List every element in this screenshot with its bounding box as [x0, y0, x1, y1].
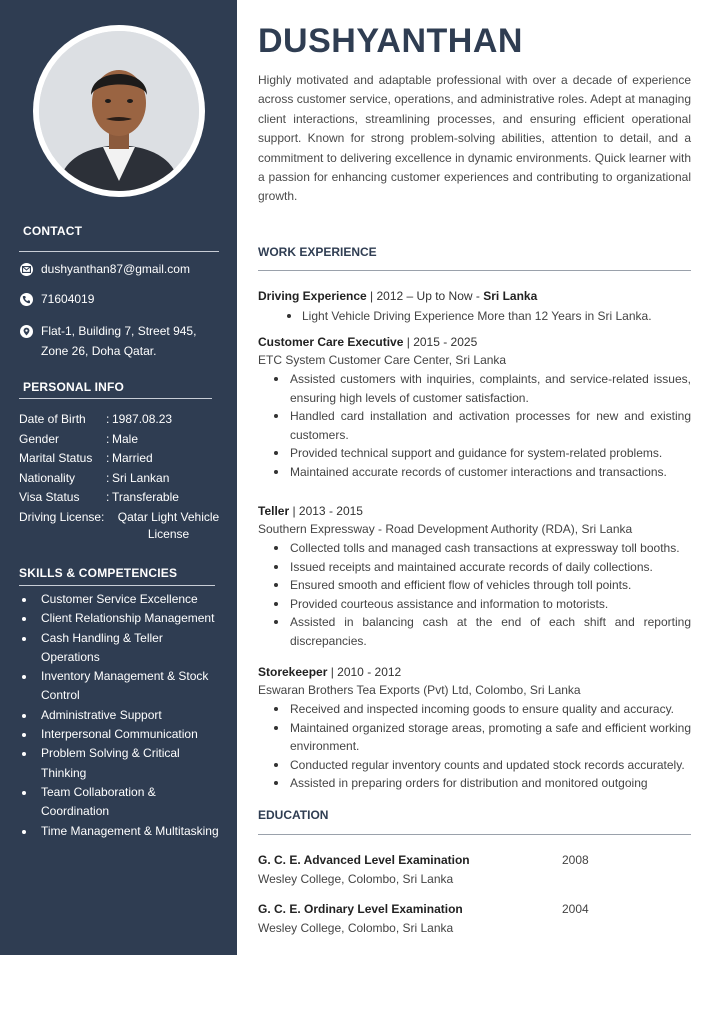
job-customer-care: [258, 333, 691, 481]
skill-item: Customer Service Excellence: [20, 590, 220, 609]
candidate-name: DUSHYANTHAN: [258, 22, 523, 60]
contact-divider: [19, 251, 219, 252]
info-label: Driving License:: [19, 509, 105, 524]
education-item: [258, 900, 691, 938]
job-organization: Southern Expressway - Road Development Authority (RDA), Sri Lanka: [258, 522, 633, 536]
job-role: Storekeeper: [258, 665, 328, 679]
contact-phone-row: [20, 292, 94, 306]
personal-info-row: [19, 449, 229, 469]
job-period: | 2010 - 2012: [327, 665, 402, 679]
profile-photo-frame: [33, 25, 205, 197]
info-separator: :: [106, 470, 110, 485]
job-bullet: Light Vehicle Driving Experience More than 12 Years in Sri Lanka.: [258, 307, 691, 326]
job-bullet: Collected tolls and managed cash transactions at expressway toll booths.: [258, 539, 691, 558]
profile-photo: [39, 31, 199, 191]
job-period: | 2012 – Up to Now -: [366, 289, 484, 303]
location-icon: [20, 325, 33, 338]
personal-info-row: [19, 410, 229, 430]
work-experience-heading: WORK EXPERIENCE: [258, 245, 377, 259]
education-year: 2008: [562, 853, 589, 867]
job-bullet: Maintained accurate records of customer interactions and transactions.: [258, 463, 691, 482]
work-experience-divider: [258, 270, 691, 271]
info-label: Nationality: [19, 470, 76, 485]
job-header: [258, 333, 691, 351]
education-exam: G. C. E. Advanced Level Examination: [258, 853, 470, 867]
skill-item: Problem Solving & Critical Thinking: [20, 744, 220, 783]
job-bullets: [258, 539, 691, 650]
education-divider: [258, 834, 691, 835]
personal-info-row: [19, 488, 229, 508]
info-value: Male: [112, 431, 139, 446]
skills-heading: SKILLS & COMPETENCIES: [19, 566, 178, 580]
personal-info-row: [19, 430, 229, 450]
skill-item: Administrative Support: [20, 706, 220, 725]
job-bullet: Conducted regular inventory counts and updated stock records accurately.: [258, 756, 691, 775]
skills-list: [20, 590, 220, 841]
skill-item: Team Collaboration & Coordination: [20, 783, 220, 822]
info-label: Visa Status: [19, 490, 80, 504]
job-bullets: [258, 700, 691, 793]
education-exam: G. C. E. Ordinary Level Examination: [258, 902, 463, 916]
job-bullet: Assisted in preparing orders for distribution and monitored outgoing: [258, 774, 691, 793]
personal-info-heading: PERSONAL INFO: [23, 380, 125, 394]
info-label: Marital Status: [19, 451, 93, 465]
personal-info-row: [19, 469, 229, 489]
job-bullet: Ensured smooth and efficient flow of vehicles through toll points.: [258, 576, 691, 595]
job-period: | 2013 - 2015: [289, 504, 363, 518]
skill-item: Cash Handling & Teller Operations: [20, 629, 220, 668]
personal-info-divider: [19, 398, 212, 399]
job-role: Customer Care Executive: [258, 335, 404, 349]
skill-item: Interpersonal Communication: [20, 725, 220, 744]
info-separator: :: [106, 451, 110, 465]
job-header: [258, 502, 691, 520]
job-bullet: Provided technical support and guidance for system-related problems.: [258, 444, 691, 463]
job-bullet: Issued receipts and maintained accurate records of daily collections.: [258, 558, 691, 577]
contact-address: Flat-1, Building 7, Street 945, Zone 26, Doha Qatar.: [41, 324, 197, 358]
profile-photo-illustration: [39, 31, 199, 191]
job-header: [258, 287, 691, 305]
contact-email[interactable]: dushyanthan87@gmail.com: [41, 262, 190, 276]
job-location: Sri Lanka: [483, 289, 538, 303]
info-label: Date of Birth: [19, 412, 86, 426]
job-header: [258, 663, 691, 681]
job-driving: [258, 287, 691, 326]
skill-item: Client Relationship Management: [20, 609, 220, 628]
job-organization: ETC System Customer Care Center, Sri Lanka: [258, 353, 507, 367]
education-school: Wesley College, Colombo, Sri Lanka: [258, 921, 454, 935]
education-heading: EDUCATION: [258, 808, 329, 822]
phone-icon: [20, 293, 33, 306]
skills-divider: [19, 585, 215, 586]
info-label: Gender: [19, 431, 60, 446]
education-school: Wesley College, Colombo, Sri Lanka: [258, 872, 454, 886]
job-bullet: Maintained organized storage areas, promoting a safe and efficient working environment.: [258, 719, 691, 756]
personal-info-row: [19, 508, 229, 543]
job-period: | 2015 - 2025: [403, 335, 478, 349]
info-value: Sri Lankan: [112, 470, 170, 485]
job-bullet: Handled card installation and activation processes for new and existing customers.: [258, 407, 691, 444]
contact-email-row: [20, 262, 190, 276]
job-bullet: Assisted in balancing cash at the end of each shift and reporting discrepancies.: [258, 613, 691, 650]
info-separator: :: [106, 431, 110, 446]
education-year: 2004: [562, 902, 589, 916]
job-storekeeper: [258, 663, 691, 795]
job-bullet: Provided courteous assistance and information to motorists.: [258, 595, 691, 614]
info-value: 1987.08.23: [112, 412, 173, 426]
job-bullet: Received and inspected incoming goods to ensure quality and accuracy.: [258, 700, 691, 719]
contact-address-row: [20, 322, 210, 361]
skill-item: Inventory Management & Stock Control: [20, 667, 220, 706]
contact-heading: CONTACT: [23, 224, 83, 238]
profile-summary: Highly motivated and adaptable professional with over a decade of experience across customer service, operations, and administrative roles. Adept at managing client interactions, streamlining processes, and ensuring efficient operational support. Known for strong problem-solving abilities, attention to detail, and a commitment to delivering excellence in dynamic environments. Quick learner with a passion for enhancing customer experiences and contributing to organizational growth.: [258, 73, 691, 204]
job-organization: Eswaran Brothers Tea Exports (Pvt) Ltd, Colombo, Sri Lanka: [258, 683, 581, 697]
job-bullet: Assisted customers with inquiries, complaints, and service-related issues, ensuring high levels of customer satisfaction.: [258, 370, 691, 407]
job-bullets: [258, 370, 691, 481]
info-separator: :: [106, 490, 110, 504]
job-role: Teller: [258, 504, 290, 518]
contact-phone[interactable]: 71604019: [41, 292, 95, 306]
skill-item: Time Management & Multitasking: [20, 822, 220, 841]
job-teller: [258, 502, 691, 650]
info-value: Married: [112, 451, 153, 465]
sidebar: [0, 0, 237, 955]
info-value: Transferable: [112, 490, 179, 504]
job-bullets: [258, 307, 691, 326]
info-separator: :: [106, 412, 110, 426]
education-item: [258, 851, 691, 889]
job-role: Driving Experience: [258, 289, 367, 303]
email-icon: [20, 263, 33, 276]
personal-info-table: [19, 410, 229, 543]
info-value: Qatar Light Vehicle License: [117, 509, 220, 541]
